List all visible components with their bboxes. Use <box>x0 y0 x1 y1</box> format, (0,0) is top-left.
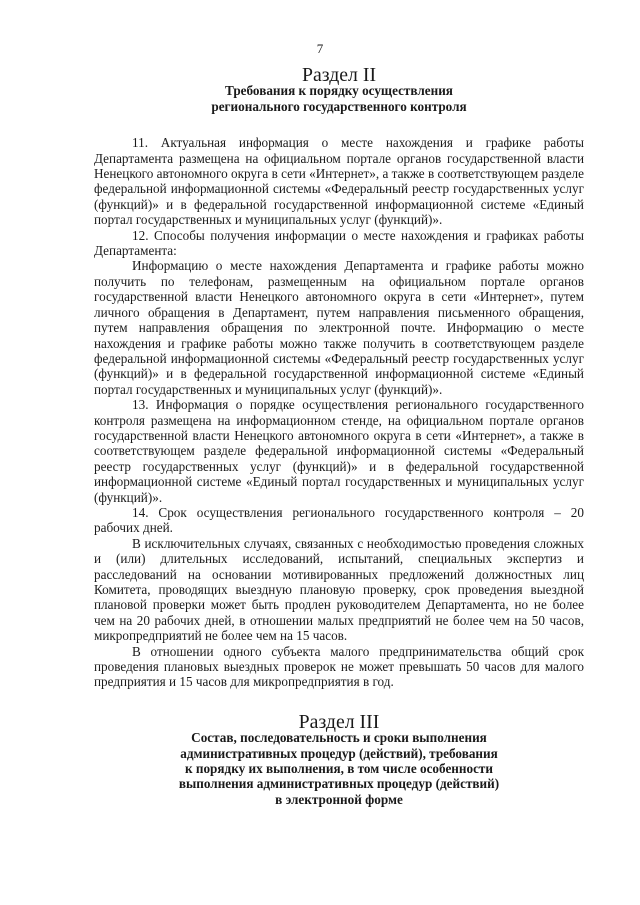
section-3-subtitle-line: Состав, последовательность и сроки выполнения <box>191 730 487 746</box>
paragraph-12: 12. Способы получения информации о месте нахождения и графиках работы Департамента: <box>94 227 584 259</box>
paragraph-12-body: Информацию о месте нахождения Департамента и графике работы можно получить по телефонам, размещенным на официальном портале органов государственной власти Ненецкого автономного округа в сети «Интернет», путем личного обращения в Департамент, путем направления письменного обращения, путем направления обращения по электронной почте. Информацию о месте нахождения и графике работы можно также получить в соответствующем разделе федеральной информационной системы «Федеральный реестр государственных услуг (функций)» и в федеральной государственной информационной системе «Единый портал государственных и муниципальных услуг (функций)». <box>94 258 584 397</box>
paragraph-13: 13. Информация о порядке осуществления регионального государственного контроля размещена на информационном стенде, на официальном портале органов государственной власти Ненецкого автономного округа в сети «Интернет», а также в соответствующем разделе федеральной информационной системы «Федеральный реестр государственных услуг (функций)» и в федеральной государственной информационной системе «Единый портал государственных и муниципальных услуг (функций)». <box>94 397 584 505</box>
document-body <box>94 64 584 807</box>
section-3-heading <box>94 710 584 807</box>
section-3-subtitle-line: административных процедур (действий), требования <box>180 745 498 761</box>
paragraph-11: 11. Актуальная информация о месте нахождения и графике работы Департамента размещена на официальном портале органов государственной власти Ненецкого автономного округа в сети «Интернет», а также в соответствующем разделе федеральной информационной системы «Федеральный реестр государственных услуг (функций)» и в федеральной государственной информационной системе «Единый портал государственных и муниципальных услуг (функций)». <box>94 135 584 228</box>
section-3-subtitle-line: выполнения административных процедур (действий) <box>178 776 500 792</box>
section-3-title: Раздел III <box>298 710 380 733</box>
section-2-subtitle-line: регионального государственного контроля <box>211 98 467 114</box>
page-number: 7 <box>316 41 324 56</box>
section-2-subtitle-line: Требования к порядку осуществления <box>225 83 453 99</box>
section-3-subtitle-line: к порядку их выполнения, в том числе особенности <box>184 761 494 777</box>
paragraph-14: 14. Срок осуществления регионального государственного контроля – 20 рабочих дней. <box>94 504 584 536</box>
section-2-title: Раздел II <box>301 64 377 86</box>
section-3-subtitle-line: в электронной форме <box>275 791 403 807</box>
section-3-subtitle <box>94 730 584 807</box>
paragraph-14-small-business: В отношении одного субъекта малого предпринимательства общий срок проведения плановых выездных проверок не может превышать 50 часов для малого предприятия и 15 часов для микропредприятия в год. <box>94 643 584 690</box>
section-2-subtitle <box>94 83 584 114</box>
paragraph-14-exceptions: В исключительных случаях, связанных с необходимостью проведения сложных и (или) длительных исследований, испытаний, специальных экспертиз и расследований на основании мотивированных предложений должностных лиц Комитета, проводящих выездную плановую проверку, срок проведения выездной плановой проверки может быть продлен руководителем Департамента, но не более чем на 20 рабочих дней, в отношении малых предприятий не более чем на 50 часов, микропредприятий не более чем на 15 часов. <box>94 535 584 644</box>
